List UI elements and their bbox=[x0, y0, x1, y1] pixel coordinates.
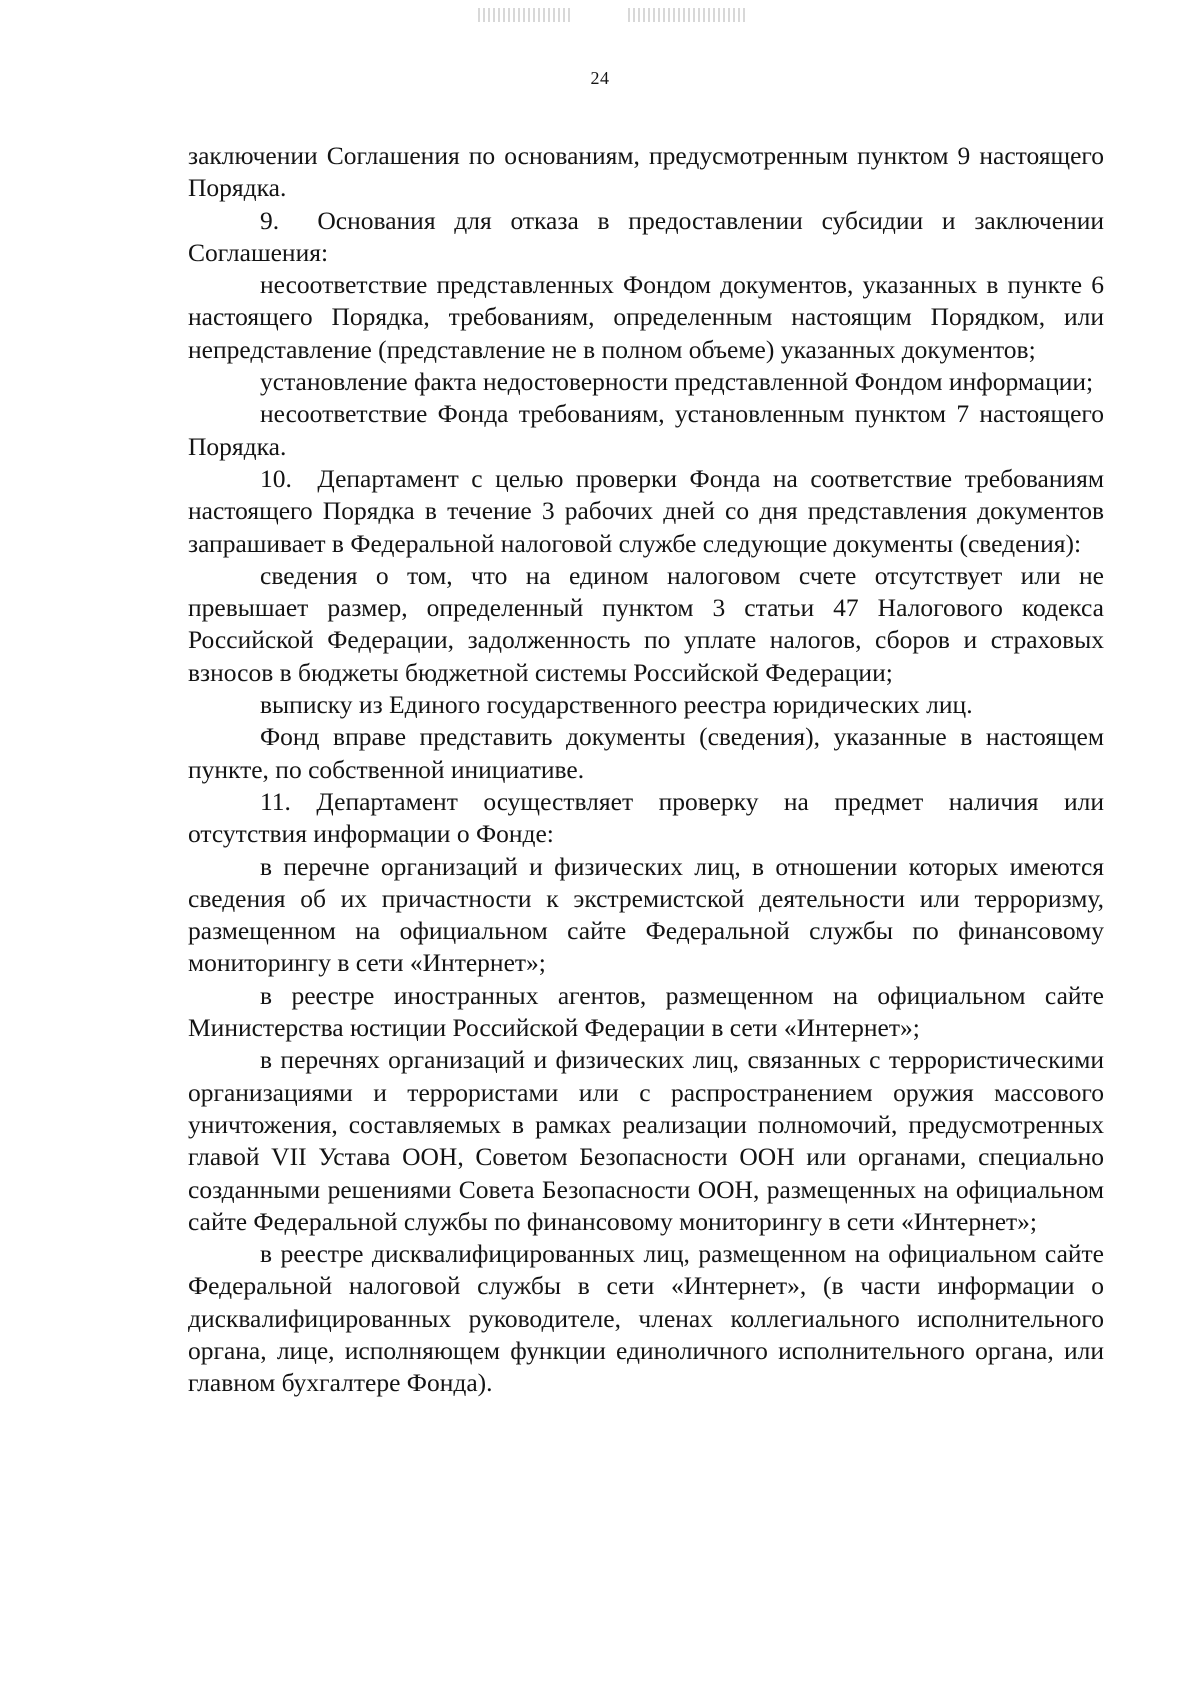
document-body bbox=[188, 140, 1104, 1400]
paragraph-item-10: 10. Департамент с целью проверки Фонда на соответствие требованиям настоящего Порядка в течение 3 рабочих дней со дня представления документов запрашивает в Федеральной налоговой службе следующие документы (сведения): bbox=[188, 463, 1104, 558]
paragraph-extremism-list: в перечне организаций и физических лиц, в отношении которых имеются сведения об их причастности к экстремистской деятельности или терроризму, размещенном на официальном сайте Федеральной службы по финансовому мониторингу в сети «Интернет»; bbox=[188, 851, 1104, 978]
paragraph-disqualified-persons: в реестре дисквалифицированных лиц, размещенном на официальном сайте Федеральной налоговой службы в сети «Интернет», (в части информации о дисквалифицированных руководителе, членах коллегиального исполнительного органа, лице, исполняющем функции единоличного исполнительного органа, или главном бухгалтере Фонда). bbox=[188, 1239, 1104, 1398]
paragraph-own-initiative: Фонд вправе представить документы (сведения), указанные в настоящем пункте, по собственной инициативе. bbox=[188, 722, 1104, 784]
paragraph-continuation: заключении Соглашения по основаниям, предусмотренным пунктом 9 настоящего Порядка. bbox=[188, 141, 1104, 203]
page-number: 24 bbox=[590, 68, 610, 88]
paragraph-refusal-ground-1: несоответствие представленных Фондом документов, указанных в пункте 6 настоящего Порядка, требованиям, определенным настоящим Порядком, или непредставление (представление не в полном объеме) указанных документов; bbox=[188, 270, 1104, 364]
paragraph-refusal-ground-3: несоответствие Фонда требованиям, установленным пунктом 7 настоящего Порядка. bbox=[188, 399, 1104, 461]
paragraph-refusal-ground-2: установление факта недостоверности представленной Фондом информации; bbox=[260, 367, 1094, 397]
paragraph-item-9: 9. Основания для отказа в предоставлении субсидии и заключении Соглашения: bbox=[188, 205, 1104, 267]
paragraph-item-11: 11. Департамент осуществляет проверку на предмет наличия или отсутствия информации о Фонде: bbox=[188, 786, 1104, 849]
paragraph-terrorism-lists: в перечнях организаций и физических лиц, связанных с террористическими организациями и террористами или с распространением оружия массового уничтожения, составляемых в рамках реализации полномочий, предусмотренных главой VII Устава ООН, Советом Безопасности ООН или органами, специально созданными решениями Совета Безопасности ООН, размещенных на официальном сайте Федеральной службы по финансовому мониторингу в сети «Интернет»; bbox=[188, 1045, 1104, 1236]
paragraph-tax-info: сведения о том, что на едином налоговом счете отсутствует или не превышает размер, определенный пунктом 3 статьи 47 Налогового кодекса Российской Федерации, задолженность по уплате налогов, сборов и страховых взносов в бюджеты бюджетной системы Российской Федерации; bbox=[188, 560, 1104, 687]
paragraph-egrul-extract: выписку из Единого государственного реестра юридических лиц. bbox=[260, 690, 973, 720]
scan-artifact bbox=[628, 8, 746, 22]
paragraph-foreign-agents: в реестре иностранных агентов, размещенном на официальном сайте Министерства юстиции Российской Федерации в сети «Интернет»; bbox=[188, 980, 1104, 1043]
scan-artifact bbox=[478, 8, 570, 22]
